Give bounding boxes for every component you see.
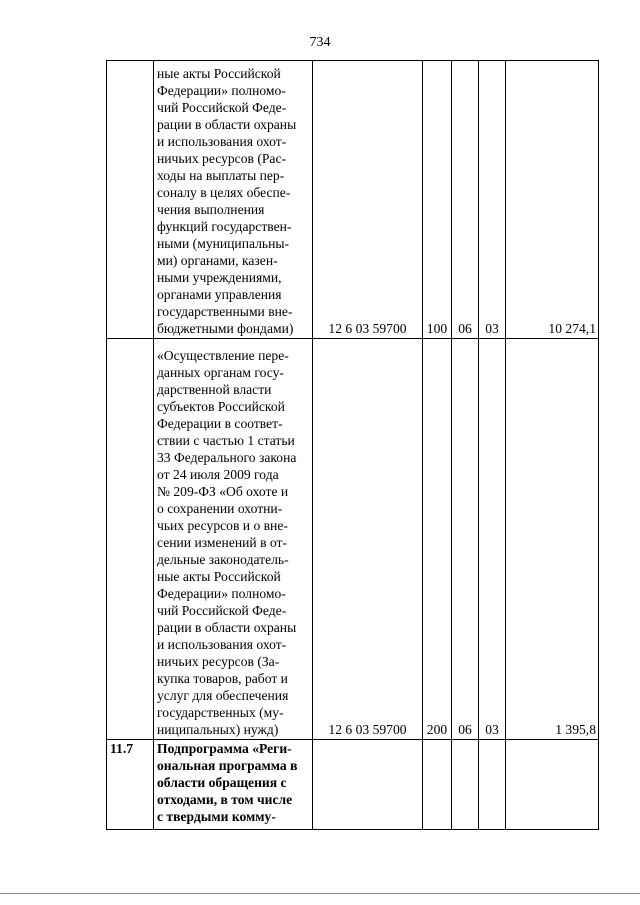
name-line: «Осуществление пере- <box>157 348 289 363</box>
name-line: ничьих ресурсов (Рас- <box>157 151 287 166</box>
table-row <box>107 61 599 339</box>
name-line: Подпрограмма «Реги- <box>157 741 292 756</box>
name-line: и использования охот- <box>157 134 287 149</box>
name-line: чения выполнения <box>157 202 265 217</box>
name-line: Федерации» полномо- <box>157 83 286 98</box>
name-line: рации в области охраны <box>157 620 297 635</box>
name-line: о сохранении охотни- <box>157 501 283 516</box>
name-line: субъектов Российской <box>157 399 285 414</box>
section-code: 06 <box>452 339 479 740</box>
name-line: ходы на выплаты пер- <box>157 168 285 183</box>
name-line: от 24 июля 2009 года <box>157 467 279 482</box>
page-number: 734 <box>309 35 331 50</box>
budget-table <box>106 60 599 830</box>
subsection-code: 03 <box>479 61 506 339</box>
name-line: ными учреждениями, <box>157 270 282 285</box>
name-line: области обращения с <box>157 775 287 790</box>
name-line: услуг для обеспечения <box>157 688 289 703</box>
table-row <box>107 339 599 740</box>
name-line: чий Российской Феде- <box>157 603 287 618</box>
row-name <box>154 339 313 740</box>
row-name <box>154 740 313 830</box>
name-line: бюджетными фондами) <box>157 321 294 336</box>
name-line: дельные законодатель- <box>157 552 289 567</box>
name-line: купка товаров, работ и <box>157 671 288 686</box>
name-line: Федерации» полномо- <box>157 586 286 601</box>
name-line: соналу в целях обеспе- <box>157 185 291 200</box>
subsection-code <box>479 740 506 830</box>
name-line: государственными вне- <box>157 304 293 319</box>
name-line: данных органам госу- <box>157 365 284 380</box>
amount <box>506 740 599 830</box>
amount: 1 395,8 <box>506 339 599 740</box>
target-article-code: 12 6 03 59700 <box>313 339 423 740</box>
row-number <box>107 339 154 740</box>
row-name <box>154 61 313 339</box>
name-line: ми) органами, казен- <box>157 253 278 268</box>
name-line: ональная программа в <box>157 758 298 773</box>
target-article-code <box>313 740 423 830</box>
name-line: № 209-ФЗ «Об охоте и <box>157 484 289 499</box>
name-line: сении изменений в от- <box>157 535 287 550</box>
amount: 10 274,1 <box>506 61 599 339</box>
name-line: дарственной власти <box>157 382 272 397</box>
section-code: 06 <box>452 61 479 339</box>
name-line: Федерации в соответ- <box>157 416 283 431</box>
name-line: чий Российской Феде- <box>157 100 287 115</box>
table-row <box>107 740 599 830</box>
name-line: и использования охот- <box>157 637 287 652</box>
row-number <box>107 61 154 339</box>
target-article-code: 12 6 03 59700 <box>313 61 423 339</box>
scan-edge-line <box>0 893 640 894</box>
name-line: государственных (му- <box>157 705 284 720</box>
name-line: ные акты Российской <box>157 66 281 81</box>
name-line: органами управления <box>157 287 282 302</box>
name-line: 33 Федерального закона <box>157 450 297 465</box>
row-number: 11.7 <box>107 740 154 830</box>
name-line: чьих ресурсов и о вне- <box>157 518 288 533</box>
name-line: ствии с частью 1 статьи <box>157 433 295 448</box>
name-line: рации в области охраны <box>157 117 297 132</box>
name-line: ничьих ресурсов (За- <box>157 654 280 669</box>
name-line: ными (муниципальны- <box>157 236 290 251</box>
name-line: ниципальных) нужд) <box>157 722 279 737</box>
name-line: функций государствен- <box>157 219 292 234</box>
section-code <box>452 740 479 830</box>
expense-type-code: 100 <box>423 61 452 339</box>
subsection-code: 03 <box>479 339 506 740</box>
name-line: ные акты Российской <box>157 569 281 584</box>
name-line: с твердыми комму- <box>157 809 276 824</box>
name-line: отходами, в том числе <box>157 792 293 807</box>
expense-type-code: 200 <box>423 339 452 740</box>
expense-type-code <box>423 740 452 830</box>
